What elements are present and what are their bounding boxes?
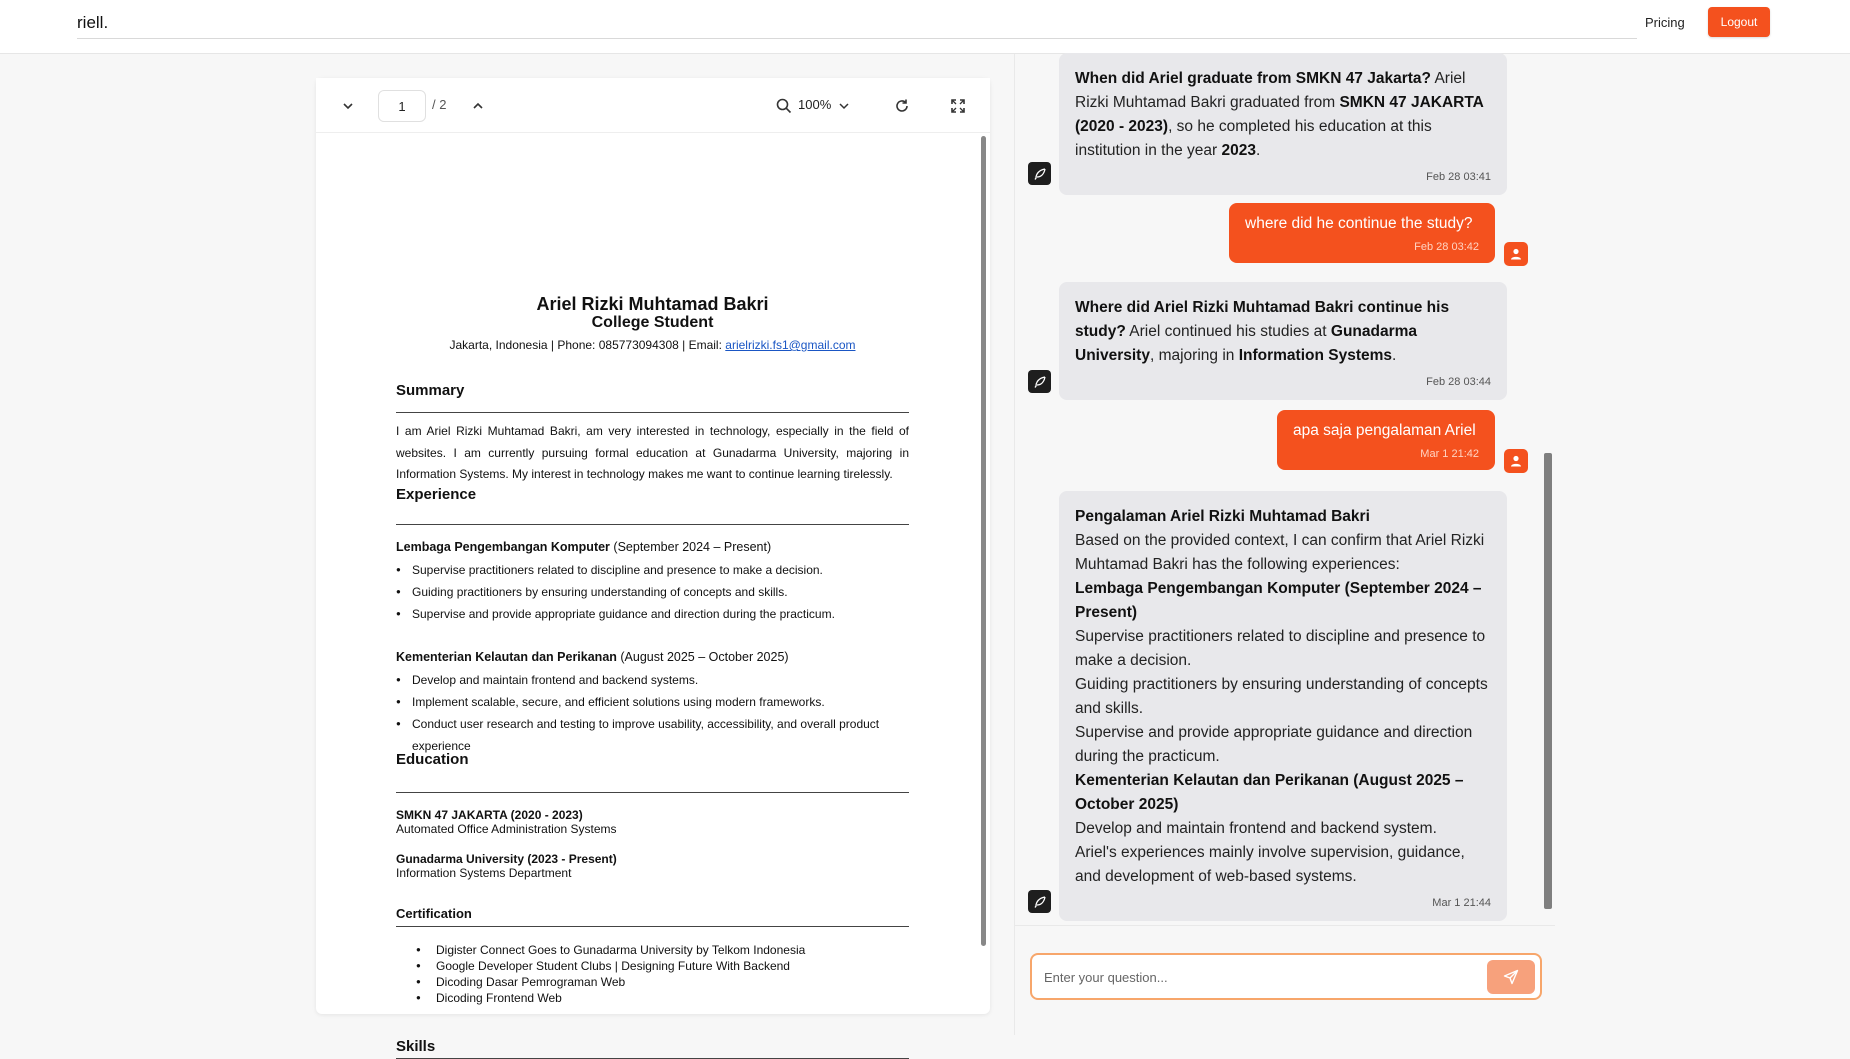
message-timestamp: Mar 1 21:44 [1432,897,1491,909]
message-timestamp: Feb 28 03:44 [1426,376,1491,388]
job-title: Lembaga Pengembangan Komputer (September 2024 – Present) [396,540,772,554]
page-number-input[interactable]: 1 [378,90,426,122]
zoom-dropdown-chevron-down-icon[interactable] [834,95,854,117]
section-divider [396,412,909,413]
bot-message [1059,53,1507,195]
email-link[interactable]: arielrizki.fs1@gmail.com [725,338,856,352]
send-icon [1503,969,1519,985]
education-entry: Gunadarma University (2023 - Present) Information Systems Department [396,852,617,880]
certification-heading: Certification [396,906,472,921]
user-avatar-icon [1504,449,1528,473]
next-page-chevron-down-icon[interactable] [336,94,360,118]
bot-feather-icon [1028,370,1051,393]
pdf-page [316,134,990,1055]
message-text: Pengalaman Ariel Rizki Muhtamad Bakri Based on the provided context, I can confirm that Ariel Rizki Muhtamad Bakri has the following experiences: Lembaga Pengembangan Komputer (September 2024 – Present) Supervise practitioners related to discipline and presence to make a decision. Guiding practitioners by ensuring understanding of concepts and skills. Supervise and provide appropriate guidance and direction during the practicum. Kementerian Kelautan dan Perikanan (August 2025 – October 2025) Develop and maintain frontend and backend system. Ariel's experiences mainly involve supervision, guidance, and development of web-based systems. [1075,508,1488,885]
message-timestamp: Feb 28 03:42 [1414,241,1479,253]
bot-feather-icon [1028,890,1051,913]
resume-role: College Student [591,314,714,331]
brand-logo[interactable]: riell. [77,13,109,32]
summary-heading: Summary [396,382,465,399]
education-heading: Education [396,751,469,768]
message-text: When did Ariel graduate from SMKN 47 Jakarta? Ariel Rizki Muhtamad Bakri graduated from SMKN 47 JAKARTA (2020 - 2023), so he completed his education at this institution in the year 2023. [1075,70,1484,159]
user-message [1229,203,1495,263]
list-item: ● Google Developer Student Clubs | Designing Future With Backend [416,958,805,974]
navbar-divider [77,38,1637,39]
pdf-toolbar [316,78,990,133]
message-timestamp: Feb 28 03:41 [1426,171,1491,183]
education-entry: SMKN 47 JAKARTA (2020 - 2023) Automated Office Administration Systems [396,808,617,836]
chat-input-box [1030,953,1542,1000]
certification-list [416,942,805,1006]
question-input[interactable] [1044,967,1464,987]
section-divider [396,926,909,927]
list-item: ● Supervise and provide appropriate guidance and direction during the practicum. [396,603,909,625]
job-title: Kementerian Kelautan dan Perikanan (August 2025 – October 2025) [396,650,789,664]
summary-text: I am Ariel Rizki Muhtamad Bakri, am very interested in technology, especially in the field of websites. I am currently pursuing formal education at Gunadarma University, majoring in Information Systems. My interest in technology makes me want to continue learning tirelessly. [396,424,909,481]
rotate-icon[interactable] [890,94,914,118]
send-button[interactable] [1487,960,1535,994]
panel-divider [1014,54,1015,1035]
list-item: ● Dicoding Frontend Web [416,990,805,1006]
section-divider [396,792,909,793]
user-avatar-icon [1504,242,1528,266]
bot-message [1059,282,1507,400]
chat-divider [1015,925,1555,926]
list-item: ● Conduct user research and testing to improve usability, accessibility, and overall product experience [396,713,909,757]
pdf-viewer [316,78,990,1055]
chat-scrollbar[interactable] [1544,453,1552,909]
logout-button[interactable]: Logout [1708,7,1770,37]
message-timestamp: Mar 1 21:42 [1420,448,1479,460]
fullscreen-icon[interactable] [946,94,970,118]
bot-message [1059,491,1507,921]
user-message [1277,410,1495,470]
resume-contact [396,338,909,352]
bot-feather-icon [1028,162,1051,185]
pricing-link[interactable]: Pricing [1645,15,1685,30]
job-bullets [396,559,909,625]
zoom-search-icon[interactable] [773,95,795,117]
page-total: / 2 [432,97,447,112]
list-item: ● Implement scalable, secure, and efficient solutions using modern frameworks. [396,691,909,713]
skills-heading: Skills [396,1038,436,1055]
zoom-level[interactable]: 100% [798,97,832,112]
experience-heading: Experience [396,486,477,503]
job-bullets [396,669,909,757]
message-text: where did he continue the study? [1245,215,1473,232]
previous-page-chevron-up-icon[interactable] [466,94,490,118]
top-navbar [0,0,1850,54]
list-item: ● Supervise practitioners related to discipline and presence to make a decision. [396,559,909,581]
message-text: Where did Ariel Rizki Muhtamad Bakri continue his study? Ariel continued his studies at Gunadarma University, majoring in Information Systems. [1075,299,1450,364]
list-item: ● Dicoding Dasar Pemrograman Web [416,974,805,990]
contact-text: Jakarta, Indonesia | Phone: 085773094308 | Email: [449,338,722,352]
list-item: ● Guiding practitioners by ensuring understanding of concepts and skills. [396,581,909,603]
pdf-scrollbar[interactable] [981,136,986,946]
list-item: ● Digister Connect Goes to Gunadarma University by Telkom Indonesia [416,942,805,958]
resume-name: Ariel Rizki Muhtamad Bakri [536,294,769,314]
list-item: ● Develop and maintain frontend and backend systems. [396,669,909,691]
message-text: apa saja pengalaman Ariel [1293,422,1476,439]
section-divider [396,524,909,525]
